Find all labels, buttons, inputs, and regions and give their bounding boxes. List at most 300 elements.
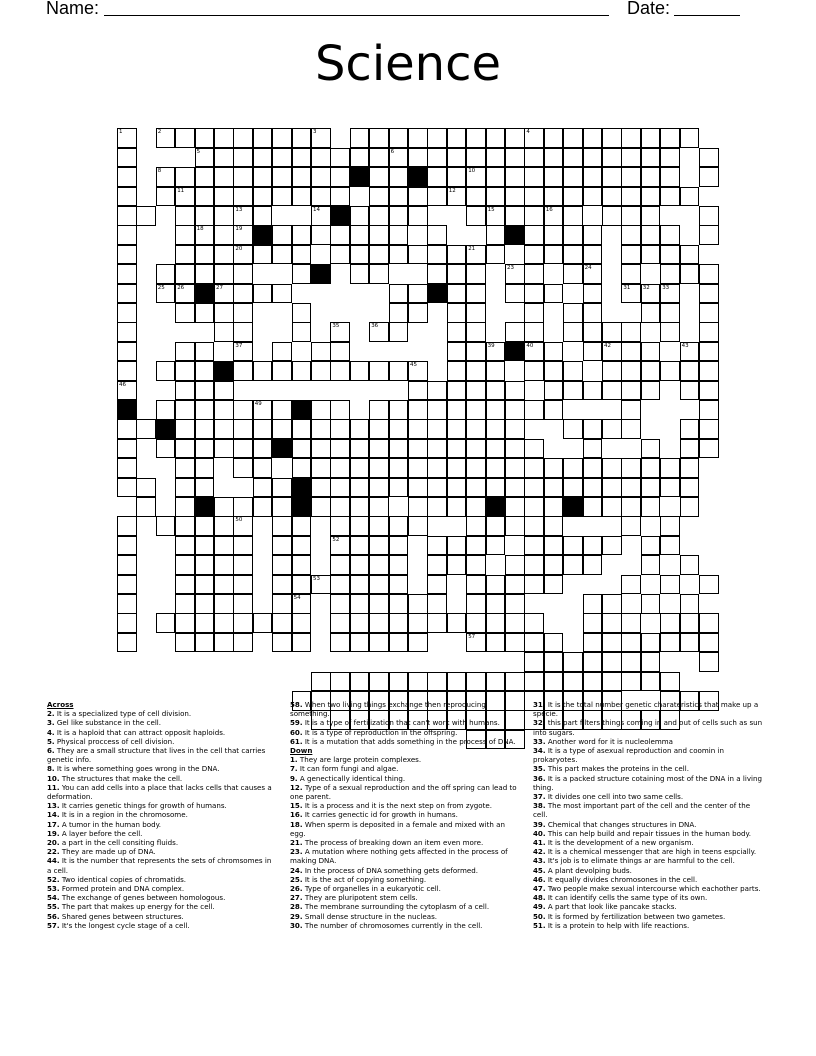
grid-cell[interactable]: [486, 206, 506, 226]
grid-cell[interactable]: [253, 400, 273, 420]
grid-cell[interactable]: [447, 536, 467, 556]
grid-cell[interactable]: [641, 536, 661, 556]
grid-cell[interactable]: [466, 575, 486, 595]
grid-cell[interactable]: [253, 497, 273, 517]
grid-cell[interactable]: [156, 613, 176, 633]
grid-cell[interactable]: [699, 303, 719, 323]
grid-cell[interactable]: [136, 206, 156, 226]
grid-cell[interactable]: [505, 400, 525, 420]
grid-cell[interactable]: [214, 594, 234, 614]
grid-cell[interactable]: [195, 128, 215, 148]
grid-cell[interactable]: [544, 206, 564, 226]
grid-cell[interactable]: [117, 206, 137, 226]
grid-cell[interactable]: [369, 594, 389, 614]
grid-cell[interactable]: [602, 594, 622, 614]
grid-cell[interactable]: [311, 439, 331, 459]
grid-cell[interactable]: [544, 516, 564, 536]
grid-cell[interactable]: [680, 478, 700, 498]
grid-cell[interactable]: [699, 400, 719, 420]
grid-cell[interactable]: [233, 264, 253, 284]
grid-cell[interactable]: [447, 128, 467, 148]
grid-cell[interactable]: [330, 497, 350, 517]
grid-cell[interactable]: [311, 497, 331, 517]
grid-cell[interactable]: [195, 633, 215, 653]
grid-cell[interactable]: [117, 187, 137, 207]
grid-cell[interactable]: [447, 439, 467, 459]
grid-cell[interactable]: [524, 439, 544, 459]
grid-cell[interactable]: [233, 148, 253, 168]
grid-cell[interactable]: [292, 361, 312, 381]
grid-cell[interactable]: [408, 361, 428, 381]
grid-cell[interactable]: [330, 187, 350, 207]
grid-cell[interactable]: [214, 322, 234, 342]
grid-cell[interactable]: [583, 497, 603, 517]
grid-cell[interactable]: [408, 672, 428, 692]
grid-cell[interactable]: [524, 613, 544, 633]
grid-cell[interactable]: [369, 478, 389, 498]
grid-cell[interactable]: [389, 555, 409, 575]
grid-cell[interactable]: [311, 206, 331, 226]
grid-cell[interactable]: [233, 439, 253, 459]
grid-cell[interactable]: [447, 458, 467, 478]
grid-cell[interactable]: [641, 167, 661, 187]
grid-cell[interactable]: [195, 419, 215, 439]
grid-cell[interactable]: [195, 187, 215, 207]
grid-cell[interactable]: [330, 516, 350, 536]
grid-cell[interactable]: [544, 575, 564, 595]
grid-cell[interactable]: [505, 672, 525, 692]
grid-cell[interactable]: [408, 400, 428, 420]
grid-cell[interactable]: [311, 419, 331, 439]
grid-cell[interactable]: [699, 264, 719, 284]
grid-cell[interactable]: [214, 148, 234, 168]
grid-cell[interactable]: [156, 187, 176, 207]
grid-cell[interactable]: [602, 633, 622, 653]
grid-cell[interactable]: [621, 264, 641, 284]
grid-cell[interactable]: [369, 555, 389, 575]
grid-cell[interactable]: [602, 497, 622, 517]
grid-cell[interactable]: [680, 497, 700, 517]
grid-cell[interactable]: [447, 672, 467, 692]
grid-cell[interactable]: [214, 555, 234, 575]
grid-cell[interactable]: [175, 633, 195, 653]
grid-cell[interactable]: [466, 536, 486, 556]
grid-cell[interactable]: [680, 419, 700, 439]
grid-cell[interactable]: [214, 575, 234, 595]
grid-cell[interactable]: [272, 400, 292, 420]
grid-cell[interactable]: [330, 536, 350, 556]
grid-cell[interactable]: [641, 594, 661, 614]
grid-cell[interactable]: [427, 497, 447, 517]
grid-cell[interactable]: [621, 478, 641, 498]
grid-cell[interactable]: [389, 245, 409, 265]
grid-cell[interactable]: [544, 128, 564, 148]
grid-cell[interactable]: [563, 148, 583, 168]
grid-cell[interactable]: [427, 594, 447, 614]
grid-cell[interactable]: [369, 148, 389, 168]
grid-cell[interactable]: [447, 322, 467, 342]
grid-cell[interactable]: [699, 284, 719, 304]
grid-cell[interactable]: [117, 575, 137, 595]
grid-cell[interactable]: [524, 400, 544, 420]
grid-cell[interactable]: [602, 458, 622, 478]
grid-cell[interactable]: [602, 652, 622, 672]
grid-cell[interactable]: [117, 322, 137, 342]
grid-cell[interactable]: [272, 187, 292, 207]
grid-cell[interactable]: [156, 264, 176, 284]
grid-cell[interactable]: [311, 361, 331, 381]
grid-cell[interactable]: [117, 303, 137, 323]
grid-cell[interactable]: [427, 575, 447, 595]
grid-cell[interactable]: [292, 458, 312, 478]
grid-cell[interactable]: [447, 381, 467, 401]
grid-cell[interactable]: [466, 206, 486, 226]
grid-cell[interactable]: [408, 458, 428, 478]
grid-cell[interactable]: [621, 148, 641, 168]
grid-cell[interactable]: [486, 633, 506, 653]
grid-cell[interactable]: [233, 613, 253, 633]
grid-cell[interactable]: [583, 284, 603, 304]
grid-cell[interactable]: [330, 400, 350, 420]
grid-cell[interactable]: [583, 439, 603, 459]
grid-cell[interactable]: [602, 672, 622, 692]
grid-cell[interactable]: [660, 361, 680, 381]
grid-cell[interactable]: [660, 284, 680, 304]
grid-cell[interactable]: [680, 245, 700, 265]
grid-cell[interactable]: [175, 497, 195, 517]
grid-cell[interactable]: [563, 536, 583, 556]
grid-cell[interactable]: [524, 633, 544, 653]
grid-cell[interactable]: [233, 419, 253, 439]
grid-cell[interactable]: [427, 225, 447, 245]
grid-cell[interactable]: [389, 419, 409, 439]
grid-cell[interactable]: [369, 613, 389, 633]
grid-cell[interactable]: [233, 342, 253, 362]
grid-cell[interactable]: [427, 264, 447, 284]
grid-cell[interactable]: [466, 516, 486, 536]
grid-cell[interactable]: [544, 245, 564, 265]
grid-cell[interactable]: [195, 439, 215, 459]
grid-cell[interactable]: [621, 575, 641, 595]
grid-cell[interactable]: [427, 458, 447, 478]
grid-cell[interactable]: [699, 206, 719, 226]
grid-cell[interactable]: [641, 633, 661, 653]
grid-cell[interactable]: [175, 342, 195, 362]
grid-cell[interactable]: [214, 245, 234, 265]
grid-cell[interactable]: [117, 342, 137, 362]
grid-cell[interactable]: [233, 206, 253, 226]
grid-cell[interactable]: [408, 594, 428, 614]
grid-cell[interactable]: [486, 458, 506, 478]
grid-cell[interactable]: [660, 613, 680, 633]
grid-cell[interactable]: [214, 264, 234, 284]
grid-cell[interactable]: [486, 536, 506, 556]
grid-cell[interactable]: [583, 303, 603, 323]
grid-cell[interactable]: [680, 361, 700, 381]
grid-cell[interactable]: [389, 439, 409, 459]
grid-cell[interactable]: [505, 128, 525, 148]
grid-cell[interactable]: [350, 419, 370, 439]
grid-cell[interactable]: [117, 536, 137, 556]
grid-cell[interactable]: [427, 672, 447, 692]
grid-cell[interactable]: [583, 594, 603, 614]
grid-cell[interactable]: [447, 342, 467, 362]
grid-cell[interactable]: [680, 381, 700, 401]
grid-cell[interactable]: [680, 594, 700, 614]
grid-cell[interactable]: [369, 128, 389, 148]
grid-cell[interactable]: [214, 516, 234, 536]
grid-cell[interactable]: [389, 613, 409, 633]
grid-cell[interactable]: [486, 594, 506, 614]
grid-cell[interactable]: [253, 167, 273, 187]
grid-cell[interactable]: [272, 497, 292, 517]
grid-cell[interactable]: [253, 148, 273, 168]
grid-cell[interactable]: [524, 652, 544, 672]
grid-cell[interactable]: [524, 478, 544, 498]
grid-cell[interactable]: [292, 613, 312, 633]
grid-cell[interactable]: [272, 342, 292, 362]
grid-cell[interactable]: [563, 419, 583, 439]
grid-cell[interactable]: [292, 225, 312, 245]
grid-cell[interactable]: [505, 613, 525, 633]
grid-cell[interactable]: [505, 322, 525, 342]
grid-cell[interactable]: [621, 419, 641, 439]
grid-cell[interactable]: [563, 458, 583, 478]
grid-cell[interactable]: [175, 458, 195, 478]
grid-cell[interactable]: [524, 264, 544, 284]
grid-cell[interactable]: [214, 128, 234, 148]
grid-cell[interactable]: [330, 672, 350, 692]
grid-cell[interactable]: [175, 400, 195, 420]
grid-cell[interactable]: [466, 633, 486, 653]
grid-cell[interactable]: [195, 381, 215, 401]
grid-cell[interactable]: [486, 128, 506, 148]
grid-cell[interactable]: [350, 555, 370, 575]
grid-cell[interactable]: [660, 478, 680, 498]
grid-cell[interactable]: [350, 206, 370, 226]
grid-cell[interactable]: [408, 478, 428, 498]
grid-cell[interactable]: [272, 128, 292, 148]
grid-cell[interactable]: [486, 148, 506, 168]
grid-cell[interactable]: [486, 167, 506, 187]
grid-cell[interactable]: [253, 361, 273, 381]
grid-cell[interactable]: [427, 613, 447, 633]
grid-cell[interactable]: [583, 322, 603, 342]
grid-cell[interactable]: [524, 497, 544, 517]
grid-cell[interactable]: [641, 245, 661, 265]
grid-cell[interactable]: [117, 381, 137, 401]
grid-cell[interactable]: [699, 613, 719, 633]
grid-cell[interactable]: [563, 478, 583, 498]
grid-cell[interactable]: [389, 575, 409, 595]
grid-cell[interactable]: [408, 187, 428, 207]
grid-cell[interactable]: [641, 652, 661, 672]
grid-cell[interactable]: [233, 458, 253, 478]
grid-cell[interactable]: [680, 264, 700, 284]
grid-cell[interactable]: [641, 439, 661, 459]
grid-cell[interactable]: [195, 361, 215, 381]
grid-cell[interactable]: [602, 128, 622, 148]
grid-cell[interactable]: [408, 613, 428, 633]
grid-cell[interactable]: [389, 400, 409, 420]
grid-cell[interactable]: [233, 575, 253, 595]
grid-cell[interactable]: [486, 672, 506, 692]
grid-cell[interactable]: [292, 128, 312, 148]
grid-cell[interactable]: [641, 361, 661, 381]
grid-cell[interactable]: [311, 167, 331, 187]
grid-cell[interactable]: [486, 342, 506, 362]
grid-cell[interactable]: [408, 284, 428, 304]
grid-cell[interactable]: [136, 497, 156, 517]
grid-cell[interactable]: [292, 245, 312, 265]
grid-cell[interactable]: [389, 594, 409, 614]
grid-cell[interactable]: [195, 303, 215, 323]
grid-cell[interactable]: [311, 400, 331, 420]
grid-cell[interactable]: [195, 575, 215, 595]
grid-cell[interactable]: [272, 419, 292, 439]
grid-cell[interactable]: [253, 613, 273, 633]
grid-cell[interactable]: [292, 322, 312, 342]
grid-cell[interactable]: [621, 361, 641, 381]
grid-cell[interactable]: [505, 575, 525, 595]
grid-cell[interactable]: [350, 516, 370, 536]
grid-cell[interactable]: [544, 225, 564, 245]
grid-cell[interactable]: [272, 284, 292, 304]
grid-cell[interactable]: [369, 575, 389, 595]
grid-cell[interactable]: [621, 400, 641, 420]
grid-cell[interactable]: [136, 478, 156, 498]
grid-cell[interactable]: [233, 245, 253, 265]
grid-cell[interactable]: [311, 575, 331, 595]
grid-cell[interactable]: [486, 400, 506, 420]
grid-cell[interactable]: [602, 478, 622, 498]
grid-cell[interactable]: [214, 613, 234, 633]
grid-cell[interactable]: [466, 303, 486, 323]
grid-cell[interactable]: [680, 633, 700, 653]
grid-cell[interactable]: [544, 633, 564, 653]
grid-cell[interactable]: [524, 458, 544, 478]
grid-cell[interactable]: [583, 419, 603, 439]
grid-cell[interactable]: [233, 400, 253, 420]
grid-cell[interactable]: [486, 516, 506, 536]
grid-cell[interactable]: [505, 439, 525, 459]
grid-cell[interactable]: [680, 458, 700, 478]
grid-cell[interactable]: [447, 284, 467, 304]
grid-cell[interactable]: [195, 458, 215, 478]
grid-cell[interactable]: [233, 536, 253, 556]
grid-cell[interactable]: [253, 206, 273, 226]
grid-cell[interactable]: [195, 148, 215, 168]
grid-cell[interactable]: [544, 167, 564, 187]
grid-cell[interactable]: [660, 303, 680, 323]
grid-cell[interactable]: [233, 633, 253, 653]
grid-cell[interactable]: [408, 419, 428, 439]
grid-cell[interactable]: [117, 148, 137, 168]
grid-cell[interactable]: [699, 439, 719, 459]
grid-cell[interactable]: [408, 206, 428, 226]
grid-cell[interactable]: [641, 478, 661, 498]
grid-cell[interactable]: [233, 497, 253, 517]
grid-cell[interactable]: [233, 303, 253, 323]
grid-cell[interactable]: [524, 128, 544, 148]
grid-cell[interactable]: [175, 206, 195, 226]
grid-cell[interactable]: [505, 594, 525, 614]
grid-cell[interactable]: [117, 633, 137, 653]
grid-cell[interactable]: [350, 148, 370, 168]
grid-cell[interactable]: [583, 225, 603, 245]
grid-cell[interactable]: [466, 555, 486, 575]
grid-cell[interactable]: [175, 419, 195, 439]
grid-cell[interactable]: [447, 400, 467, 420]
grid-cell[interactable]: [466, 128, 486, 148]
grid-cell[interactable]: [311, 478, 331, 498]
grid-cell[interactable]: [680, 342, 700, 362]
grid-cell[interactable]: [486, 575, 506, 595]
grid-cell[interactable]: [466, 419, 486, 439]
grid-cell[interactable]: [641, 381, 661, 401]
grid-cell[interactable]: [389, 458, 409, 478]
grid-cell[interactable]: [292, 555, 312, 575]
grid-cell[interactable]: [330, 148, 350, 168]
grid-cell[interactable]: [369, 187, 389, 207]
grid-cell[interactable]: [524, 187, 544, 207]
grid-cell[interactable]: [156, 284, 176, 304]
grid-cell[interactable]: [350, 575, 370, 595]
grid-cell[interactable]: [350, 613, 370, 633]
grid-cell[interactable]: [292, 419, 312, 439]
grid-cell[interactable]: [292, 264, 312, 284]
grid-cell[interactable]: [447, 497, 467, 517]
grid-cell[interactable]: [195, 400, 215, 420]
grid-cell[interactable]: [214, 167, 234, 187]
grid-cell[interactable]: [602, 361, 622, 381]
grid-cell[interactable]: [583, 128, 603, 148]
grid-cell[interactable]: [466, 439, 486, 459]
grid-cell[interactable]: [292, 633, 312, 653]
grid-cell[interactable]: [641, 225, 661, 245]
grid-cell[interactable]: [447, 245, 467, 265]
grid-cell[interactable]: [233, 284, 253, 304]
grid-cell[interactable]: [175, 478, 195, 498]
grid-cell[interactable]: [214, 497, 234, 517]
grid-cell[interactable]: [389, 478, 409, 498]
grid-cell[interactable]: [466, 400, 486, 420]
grid-cell[interactable]: [369, 419, 389, 439]
grid-cell[interactable]: [330, 633, 350, 653]
grid-cell[interactable]: [621, 652, 641, 672]
grid-cell[interactable]: [175, 187, 195, 207]
grid-cell[interactable]: [621, 322, 641, 342]
grid-cell[interactable]: [272, 633, 292, 653]
grid-cell[interactable]: [524, 148, 544, 168]
grid-cell[interactable]: [195, 594, 215, 614]
grid-cell[interactable]: [466, 342, 486, 362]
grid-cell[interactable]: [621, 225, 641, 245]
grid-cell[interactable]: [389, 284, 409, 304]
grid-cell[interactable]: [563, 303, 583, 323]
grid-cell[interactable]: [330, 322, 350, 342]
grid-cell[interactable]: [117, 458, 137, 478]
grid-cell[interactable]: [641, 342, 661, 362]
grid-cell[interactable]: [350, 439, 370, 459]
grid-cell[interactable]: [563, 187, 583, 207]
grid-cell[interactable]: [583, 633, 603, 653]
grid-cell[interactable]: [621, 187, 641, 207]
grid-cell[interactable]: [524, 342, 544, 362]
grid-cell[interactable]: [195, 478, 215, 498]
grid-cell[interactable]: [195, 516, 215, 536]
grid-cell[interactable]: [602, 187, 622, 207]
